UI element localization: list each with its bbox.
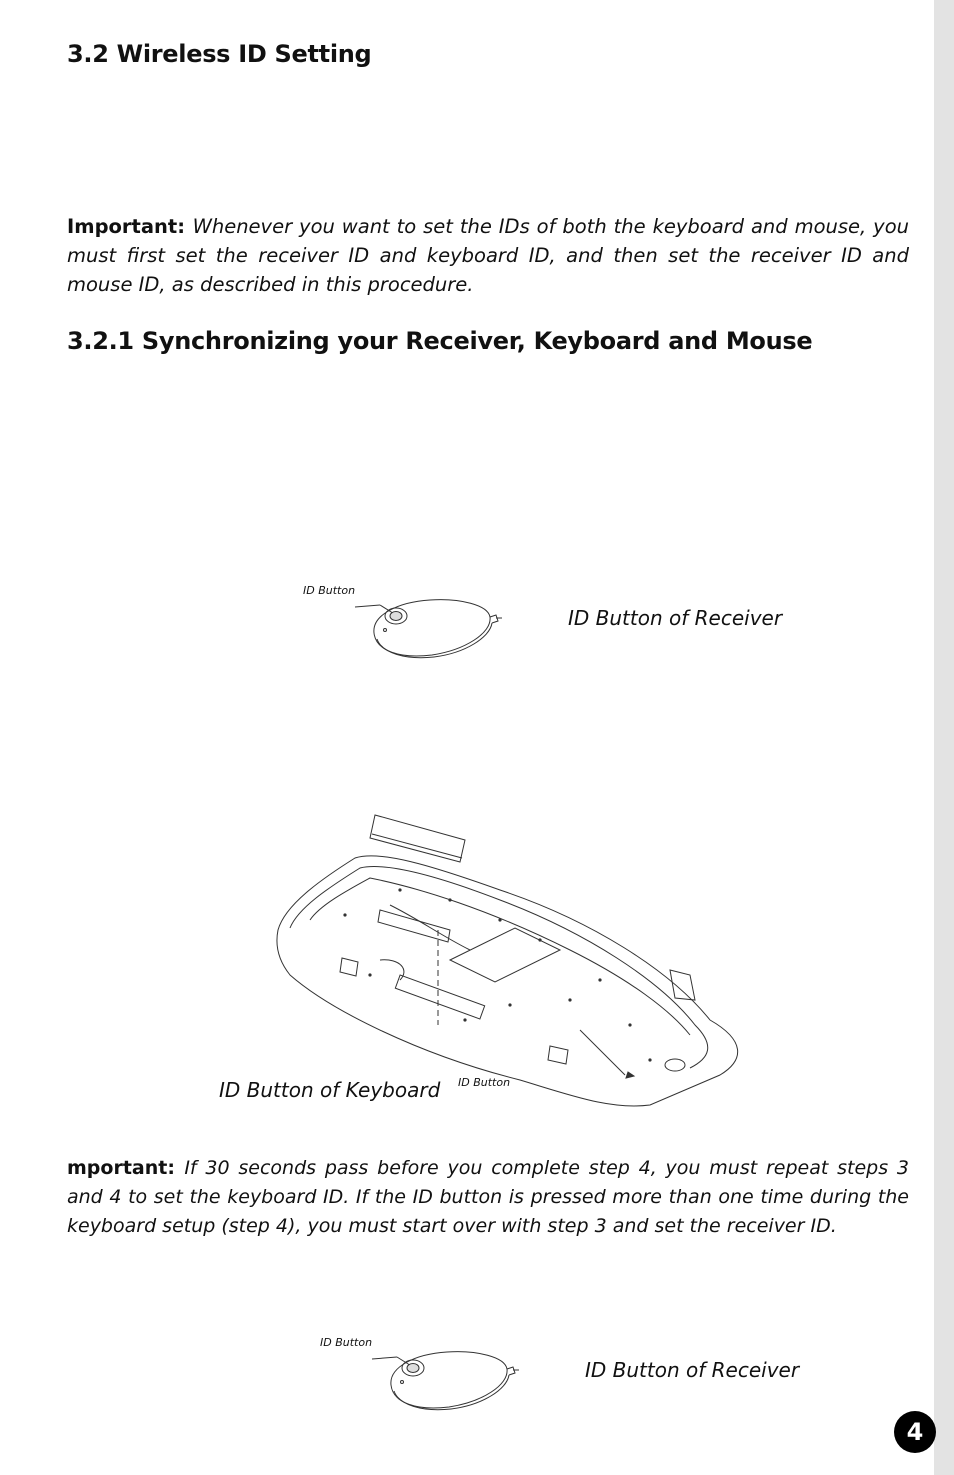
- page-number: 4: [906, 1418, 924, 1446]
- receiver-bottom-caption: ID Button of Receiver: [585, 1358, 800, 1382]
- keyboard-caption: ID Button of Keyboard: [219, 1078, 441, 1102]
- important-note-1-body: Whenever you want to set the IDs of both the keyboard and mouse, you must first set the receiver ID and keyboard ID, and then set the receiver ID and mouse ID, as described in this procedure.: [67, 215, 909, 296]
- receiver-top-caption: ID Button of Receiver: [568, 606, 783, 630]
- page-number-badge: [894, 1411, 936, 1453]
- keyboard-illustration: [270, 810, 750, 1110]
- section-heading-wireless-id: 3.2 Wireless ID Setting: [67, 40, 372, 68]
- receiver-top-id-button-label: ID Button: [303, 584, 356, 597]
- important-note-1-lead: Important:: [67, 215, 193, 238]
- page-edge-strip: [934, 0, 954, 1475]
- receiver-illustration-bottom: [367, 1337, 537, 1417]
- important-note-2-body: If 30 seconds pass before you complete step 4, you must repeat steps 3 and 4 to set the keyboard ID. If the ID button is pressed more than one time during the keyboard setup (step 4), you must start over with step 3 and set the receiver ID.: [67, 1157, 909, 1237]
- receiver-illustration-top: [350, 585, 520, 665]
- important-note-2: [67, 1154, 909, 1241]
- important-note-1: [67, 212, 909, 299]
- receiver-bottom-id-button-label: ID Button: [320, 1336, 373, 1349]
- keyboard-id-button-label: ID Button: [458, 1076, 511, 1089]
- section-heading-synchronizing: 3.2.1 Synchronizing your Receiver, Keyboard and Mouse: [67, 327, 813, 355]
- important-note-2-lead: mportant:: [67, 1157, 185, 1179]
